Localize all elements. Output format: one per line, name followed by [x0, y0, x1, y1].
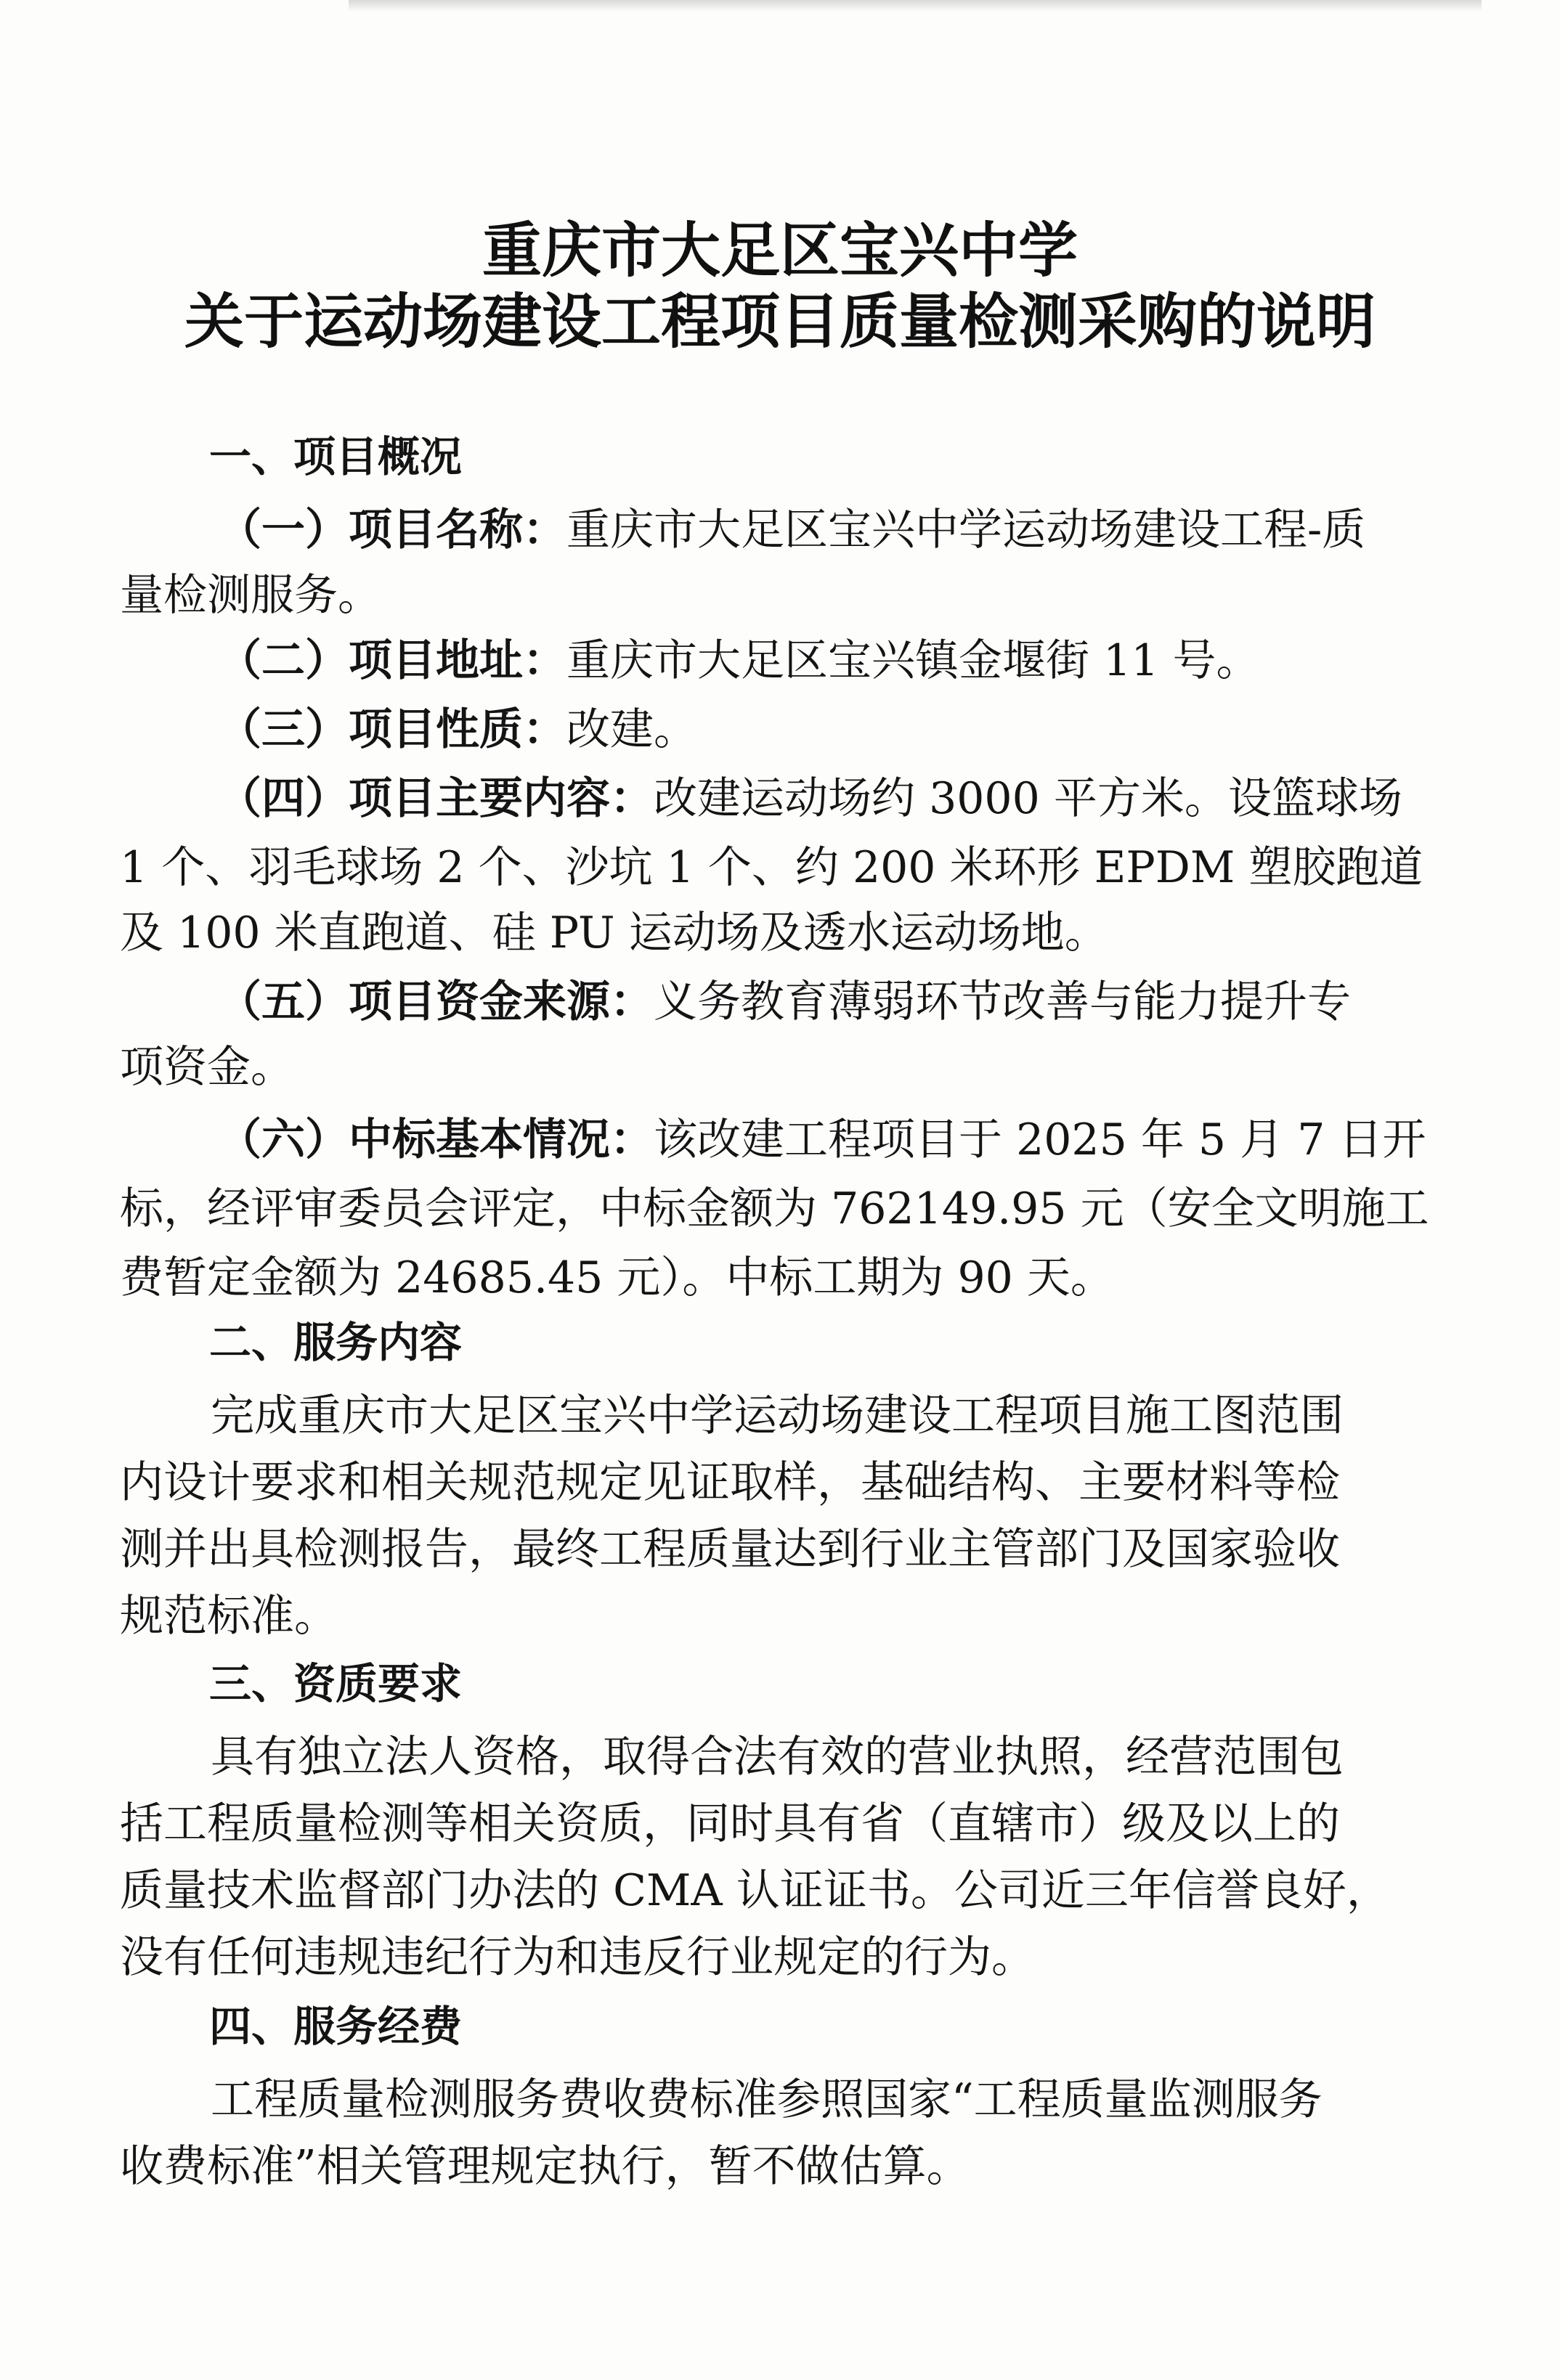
section-heading-qualification: 三、资质要求	[209, 1659, 463, 1708]
document-title-line1: 重庆市大足区宝兴中学	[482, 216, 1078, 285]
item-project-nature	[218, 704, 697, 755]
paragraph-line: 没有任何违规违纪行为和违反行业规定的行为。	[120, 1932, 1035, 1983]
paragraph-line: 具有独立法人资格，取得合法有效的营业执照，经营范围包	[211, 1732, 1344, 1782]
section-heading-service-fee: 四、服务经费	[209, 2002, 463, 2051]
item-text: 改建运动场约 3000 平方米。设篮球场	[654, 773, 1402, 824]
paragraph-line: 括工程质量检测等相关资质，同时具有省（直辖市）级及以上的	[120, 1798, 1340, 1849]
item-project-name-continued: 量检测服务。	[120, 570, 381, 621]
item-funding-source	[218, 977, 1351, 1027]
item-text: 改建。	[566, 704, 697, 755]
item-label: （四）项目主要内容：	[218, 773, 654, 824]
paragraph-line: 内设计要求和相关规范规定见证取样，基础结构、主要材料等检	[120, 1457, 1340, 1508]
paragraph-line: 测并出具检测报告，最终工程质量达到行业主管部门及国家验收	[120, 1524, 1340, 1575]
item-main-content-line3: 及 100 米直跑道、硅 PU 运动场及透水运动场地。	[120, 908, 1108, 958]
paragraph-line: 质量技术监督部门办法的 CMA 认证证书。公司近三年信誉良好，	[120, 1865, 1390, 1916]
item-bid-result-line3: 费暂定金额为 24685.45 元）。中标工期为 90 天。	[120, 1252, 1114, 1303]
paragraph-line: 收费标准”相关管理规定执行，暂不做估算。	[120, 2141, 970, 2192]
section-heading-service-content: 二、服务内容	[209, 1318, 463, 1367]
item-label: （六）中标基本情况：	[218, 1114, 654, 1165]
item-text: 该改建工程项目于 2025 年 5 月 7 日开	[654, 1114, 1426, 1165]
item-project-name	[218, 505, 1366, 555]
item-label: （三）项目性质：	[218, 704, 566, 755]
document-title-line2: 关于运动场建设工程项目质量检测采购的说明	[184, 287, 1376, 356]
paragraph-line: 工程质量检测服务费收费标准参照国家“工程质量监测服务	[211, 2074, 1323, 2125]
section-heading-overview: 一、项目概况	[209, 432, 463, 481]
item-label: （五）项目资金来源：	[218, 977, 654, 1027]
paragraph-line: 完成重庆市大足区宝兴中学运动场建设工程项目施工图范围	[211, 1390, 1344, 1441]
paragraph-line: 规范标准。	[120, 1591, 338, 1642]
scan-edge-shadow	[349, 0, 1482, 12]
item-label: （一）项目名称：	[218, 505, 566, 555]
item-text: 重庆市大足区宝兴中学运动场建设工程-质	[566, 505, 1366, 555]
item-project-address	[218, 635, 1260, 686]
item-label: （二）项目地址：	[218, 635, 566, 686]
item-bid-result-line2: 标，经评审委员会评定，中标金额为 762149.95 元（安全文明施工	[120, 1183, 1429, 1234]
item-main-content-line2: 1 个、羽毛球场 2 个、沙坑 1 个、约 200 米环形 EPDM 塑胶跑道	[120, 842, 1423, 893]
item-text: 重庆市大足区宝兴镇金堰街 11 号。	[566, 635, 1260, 686]
item-text: 义务教育薄弱环节改善与能力提升专	[654, 977, 1351, 1027]
item-main-content	[218, 773, 1402, 824]
item-bid-result	[218, 1114, 1426, 1165]
item-funding-source-continued: 项资金。	[120, 1042, 294, 1093]
